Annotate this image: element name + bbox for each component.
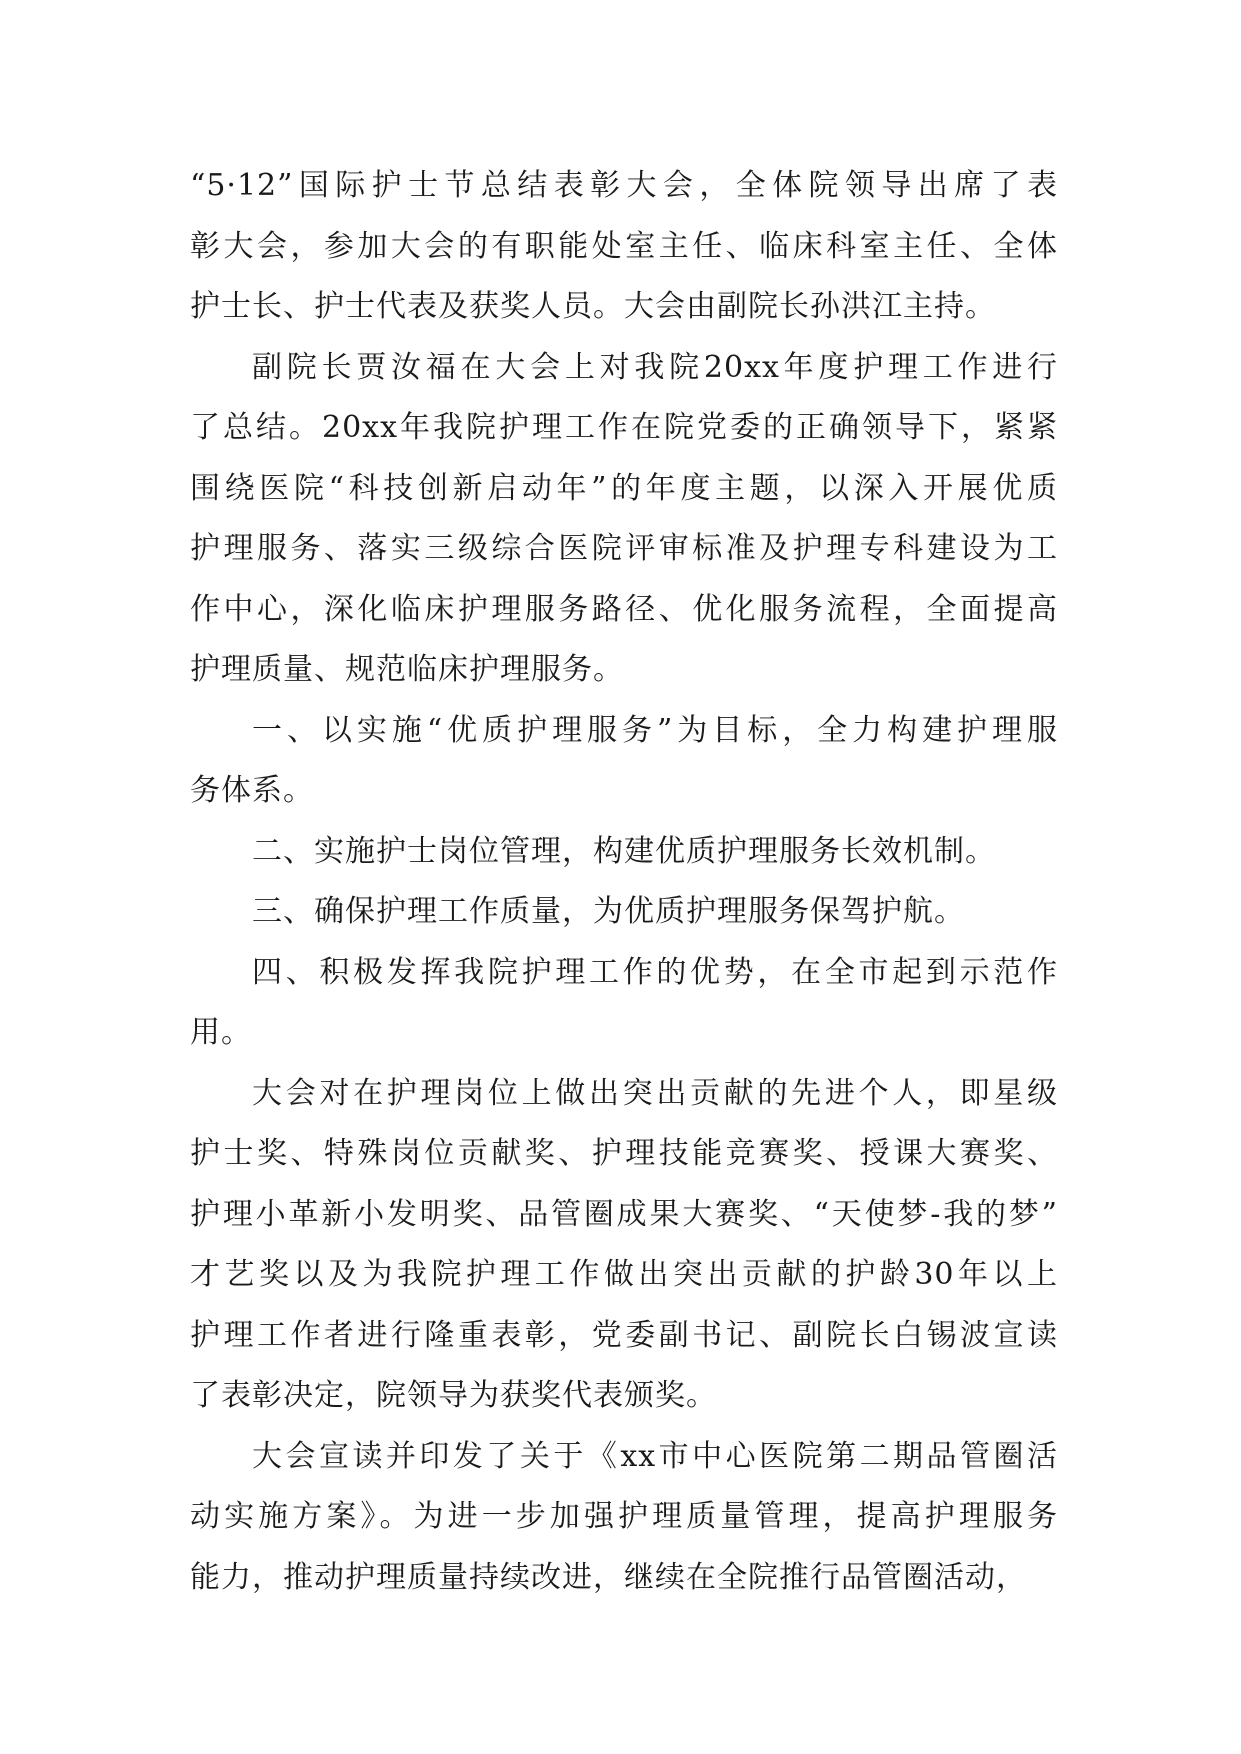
text-line: 四、积极发挥我院护理工作的优势，在全市起到示范作 [252,954,1058,990]
text-line: 护士长、护士代表及获奖人员。大会由副院长孙洪江主持。 [190,289,996,324]
paragraph [190,882,1058,943]
text-line: 护理质量、规范临床护理服务。 [190,652,624,687]
text-line: 副院长贾汝福在大会上对我院20xx年度护理工作进行 [252,349,1058,385]
paragraph [190,943,1058,1064]
text-line: 用。 [190,1015,252,1050]
text-line: 二、实施护士岗位管理，构建优质护理服务长效机制。 [252,833,996,869]
text-line: 彰大会，参加大会的有职能处室主任、临床科室主任、全体 [190,228,1058,264]
text-line: 护理小革新小发明奖、品管圈成果大赛奖、“天使梦-我的梦” [190,1196,1058,1232]
text-line: 护士奖、特殊岗位贡献奖、护理技能竞赛奖、授课大赛奖、 [190,1136,1058,1171]
text-line: 围绕医院“科技创新启动年”的年度主题，以深入开展优质 [190,470,1058,506]
text-line: 能力，推动护理质量持续改进，继续在全院推行品管圈活动， [190,1559,1027,1595]
text-line: 大会宣读并印发了关于《xx市中心医院第二期品管圈活 [252,1438,1058,1474]
text-line: 了表彰决定，院领导为获奖代表颁奖。 [190,1378,717,1413]
text-line: 护理服务、落实三级综合医院评审标准及护理专科建设为工 [190,531,1058,566]
text-line: “5·12”国际护士节总结表彰大会，全体院领导出席了表 [190,168,1058,203]
paragraph [190,701,1058,822]
text-line: 务体系。 [190,773,314,808]
text-line: 作中心，深化临床护理服务路径、优化服务流程，全面提高 [190,591,1058,627]
text-line: 大会对在护理岗位上做出突出贡献的先进个人，即星级 [252,1075,1058,1111]
text-line: 才艺奖以及为我院护理工作做出突出贡献的护龄30年以上 [190,1257,1058,1292]
text-line: 护理工作者进行隆重表彰，党委副书记、副院长白锡波宣读 [190,1317,1058,1353]
paragraph [190,822,1058,883]
text-line: 三、确保护理工作质量，为优质护理服务保驾护航。 [252,894,965,929]
paragraph [190,1064,1058,1427]
paragraph [190,1427,1058,1609]
text-line: 了总结。20xx年我院护理工作在院党委的正确领导下，紧紧 [190,410,1058,445]
text-line: 动实施方案》。为进一步加强护理质量管理，提高护理服务 [190,1499,1058,1534]
document-body [190,156,1058,1608]
paragraph [190,156,1058,338]
paragraph [190,338,1058,701]
text-line: 一、以实施“优质护理服务”为目标，全力构建护理服 [252,712,1058,748]
